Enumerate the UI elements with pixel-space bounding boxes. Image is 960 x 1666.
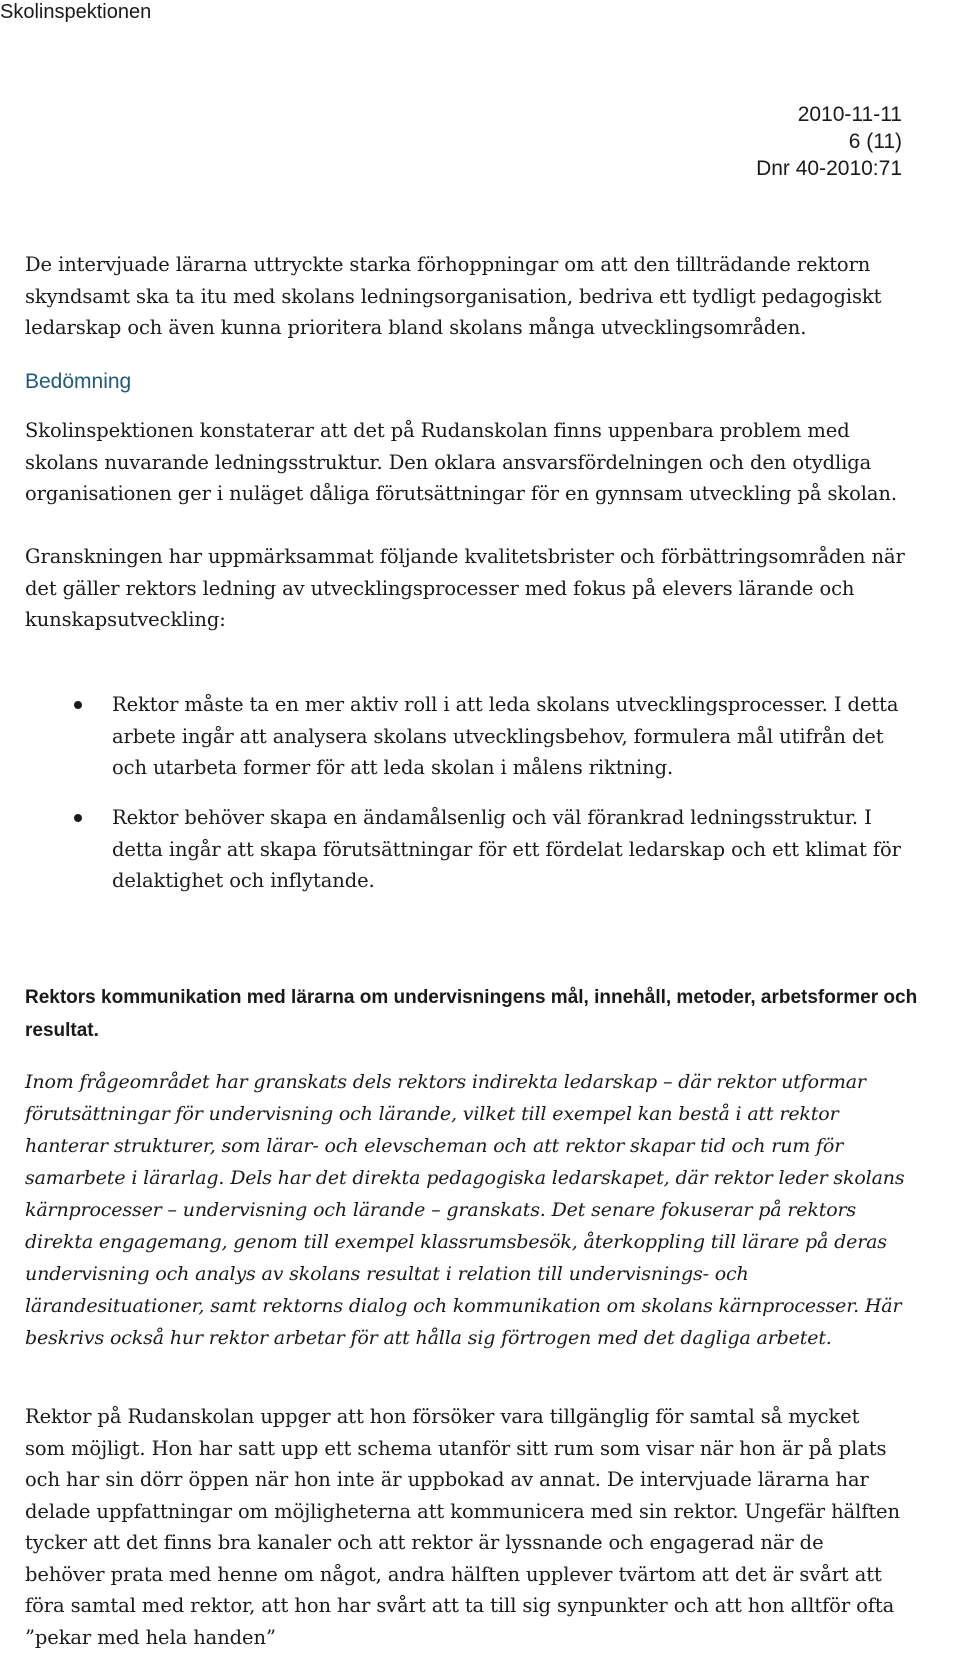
reference-number: Dnr 40-2010:71 [756,157,902,180]
findings-paragraph: Rektor på Rudanskolan uppger att hon försöker vara tillgänglig för samtal så mycket som möjligt. Hon har satt upp ett schema utanför sitt rum som visar när hon är på plats och har sin dörr öppen när hon inte är uppbokad av annat. De intervjuade lärarna har delade uppfattningar om möjligheterna att kommunicera med sin rektor. Ungefär hälften tycker att det finns bra kanaler och att rektor är lyssnande och engagerad när de behöver prata med henne om något, andra hälften upplever tvärtom att det är svårt att föra samtal med rektor, att hon har svårt att ta till sig synpunkter och att hon alltför ofta ”pekar med hela handen” [25,1405,900,1649]
bullet-icon [74,701,82,709]
review-paragraph: Granskningen har uppmärksammat följande kvalitetsbrister och förbättringsområden när det gäller rektors ledning av utvecklingsprocesser med fokus på elevers lärande och kunskapsutveckling: [25,545,905,631]
section-heading: Rektors kommunikation med lärarna om undervisningens mål, innehåll, metoder, arbetsformer och resultat. [25,987,918,1041]
list-item [25,689,905,784]
assessment-paragraph: Skolinspektionen konstaterar att det på Rudanskolan finns uppenbara problem med skolans nuvarande ledningsstruktur. Den oklara ansvarsfördelningen och den otydliga organisationen ger i nuläget dåliga förutsättningar för en gynnsam utveckling på skolan. [25,419,897,505]
document-date: 2010-11-11 [797,103,902,126]
assessment-heading: Bedömning [25,370,132,393]
list-item-text: Rektor måste ta en mer aktiv roll i att leda skolans utvecklingsprocesser. I detta arbete ingår att analysera skolans utvecklingsbehov, formulera mål utifrån det och utarbeta former för att leda skolan i målens riktning. [112,693,899,779]
bullet-icon [74,814,82,822]
page-number: 6 (11) [848,130,902,153]
list-item-text: Rektor behöver skapa en ändamålsenlig och väl förankrad ledningsstruktur. I detta ingår att skapa förutsättningar för ett fördelat ledarskap och ett klimat för delaktighet och inflytande. [112,806,901,892]
list-item [25,802,905,897]
intro-paragraph: De intervjuade lärarna uttryckte starka förhoppningar om att den tillträdande rektorn skyndsamt ska ta itu med skolans ledningsorganisation, bedriva ett tydligt pedagogiskt ledarskap och även kunna prioritera bland skolans många utvecklingsområden. [25,253,882,339]
scope-description-paragraph: Inom frågeområdet har granskats dels rektors indirekta ledarskap – där rektor utformar förutsättningar för undervisning och lärande, vilket till exempel kan bestå i att rektor hanterar strukturer, som lärar- och elevscheman och att rektor skapar tid och rum för samarbete i lärarlag. Dels har det direkta pedagogiska ledarskapet, där rektor leder skolans kärnprocesser – undervisning och lärande – granskats. Det senare fokuserar på rektors direkta engagemang, genom till exempel klassrumsbesök, återkoppling till lärare på deras undervisning och analys av skolans resultat i relation till undervisnings- och lärandesituationer, samt rektorns dialog och kommunikation om skolans kärnprocesser. Här beskrivs också hur rektor arbetar för att hålla sig förtrogen med det dagliga arbetet. [25,1071,905,1349]
organization-name: Skolinspektionen [0,1,152,23]
